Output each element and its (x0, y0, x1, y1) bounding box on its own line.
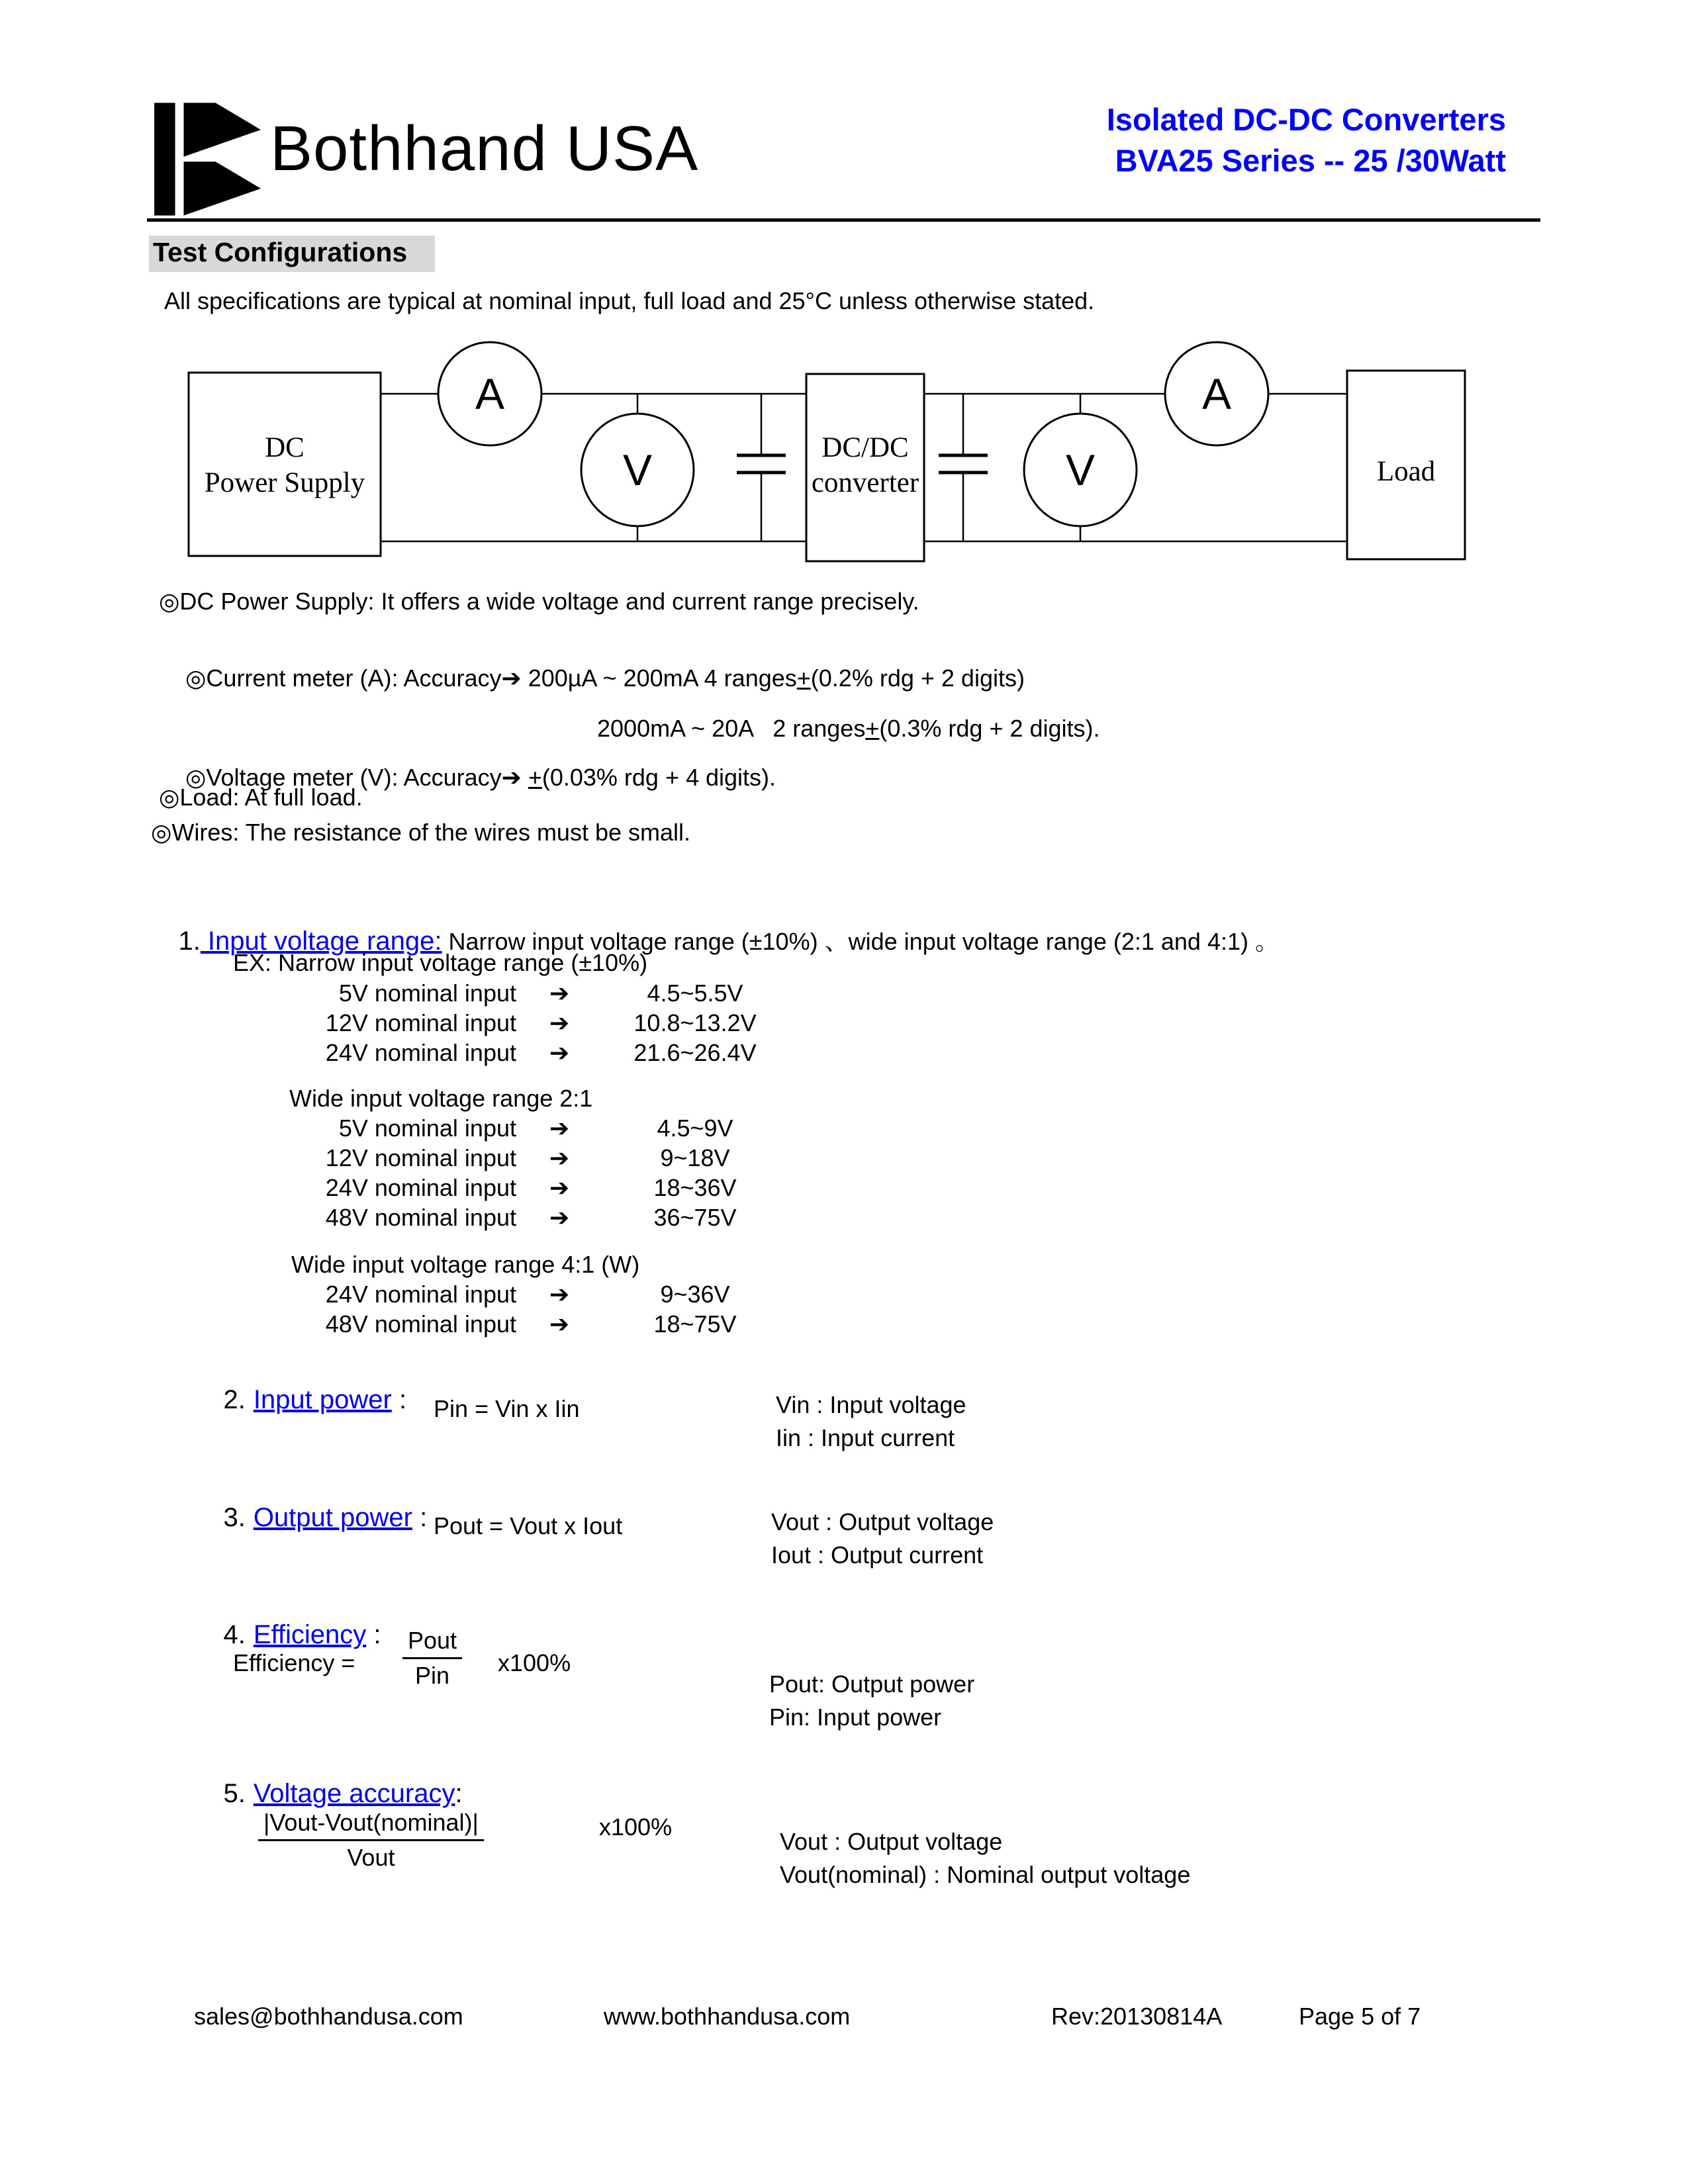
voltage-range-row: 12V nominal input ➔ 10.8~13.2V (298, 1009, 788, 1039)
arrow-icon: ➔ (501, 664, 522, 692)
section5-link: Voltage accuracy (253, 1779, 455, 1808)
arrow-icon: ➔ (549, 979, 570, 1007)
narrow-range-heading: EX: Narrow input voltage range (±10%) (233, 949, 648, 976)
product-title (897, 99, 1506, 181)
plus-minus-underlined: + (865, 715, 880, 742)
voltage-range-row: 5V nominal input ➔ 4.5~5.5V (298, 979, 788, 1009)
section3-colon: : (412, 1503, 428, 1532)
input-voltmeter-label: V (622, 445, 653, 494)
section5-colon: : (455, 1779, 463, 1808)
efficiency-multiplier: x100% (498, 1649, 571, 1676)
voltage-accuracy-denominator: Vout (347, 1844, 395, 1871)
section1-link: Input voltage range: (200, 927, 442, 956)
input-power-definitions: Vin : Input voltage Iin : Input current (776, 1391, 966, 1451)
note-dc-power-supply: ◎DC Power Supply: It offers a wide voltage and current range precisely. (159, 588, 919, 615)
efficiency-numerator: Pout (402, 1627, 462, 1659)
section3-heading (194, 1473, 427, 1563)
plus-minus-underlined: + (796, 664, 811, 692)
bothhand-logo (147, 98, 269, 220)
section4-colon: : (366, 1620, 381, 1649)
footer-revision: Rev:20130814A (1051, 2003, 1223, 2030)
section2-number: 2. (223, 1385, 246, 1414)
converter-label-line1: DC/DC (821, 432, 909, 463)
output-power-formula: Pout = Vout x Iout (434, 1512, 623, 1539)
wide21-table (298, 1115, 788, 1234)
product-title-line1: Isolated DC-DC Converters (1106, 102, 1506, 137)
section1-rest: Narrow input voltage range (±10%) 、wide input voltage range (2:1 and 4:1) 。 (442, 928, 1279, 955)
arrow-icon: ➔ (549, 1204, 570, 1231)
supply-label-line2: Power Supply (204, 467, 365, 498)
wide21-heading: Wide input voltage range 2:1 (289, 1085, 593, 1112)
note-load: ◎Load: At full load. (159, 784, 363, 811)
section2-colon: : (391, 1385, 407, 1414)
section5-number: 5. (223, 1779, 246, 1808)
footer-website: www.bothhandusa.com (604, 2003, 851, 2030)
output-ammeter-label: A (1201, 369, 1232, 418)
note-current-meter: ◎Current meter (A): Accuracy➔ 200µA ~ 200mA 4 ranges+(0.2% rdg + 2 digits) (185, 664, 1025, 692)
note-wires: ◎Wires: The resistance of the wires must be small. (151, 819, 691, 846)
supply-label-line1: DC (265, 432, 305, 463)
wide41-table (298, 1281, 788, 1340)
arrow-icon: ➔ (549, 1115, 570, 1142)
efficiency-denominator: Pin (415, 1662, 450, 1689)
dc-power-supply-box (189, 373, 381, 556)
section3-number: 3. (223, 1503, 246, 1532)
plus-minus-underlined: + (528, 764, 542, 791)
voltage-range-row: 48V nominal input ➔ 36~75V (298, 1204, 788, 1234)
section4-number: 4. (223, 1620, 246, 1649)
voltage-accuracy-numerator: |Vout-Vout(nominal)| (258, 1809, 484, 1841)
output-voltmeter-label: V (1065, 445, 1096, 494)
wide41-heading: Wide input voltage range 4:1 (W) (291, 1251, 640, 1278)
output-power-definitions: Vout : Output voltage Iout : Output current (771, 1508, 994, 1569)
voltage-range-row: 48V nominal input ➔ 18~75V (298, 1310, 788, 1340)
footer-email: sales@bothhandusa.com (194, 2003, 463, 2030)
input-ammeter-label: A (475, 369, 505, 418)
voltage-range-row: 5V nominal input ➔ 4.5~9V (298, 1115, 788, 1144)
section2-heading (194, 1355, 406, 1445)
brand-name: Bothhand USA (270, 113, 699, 184)
section3-link: Output power (253, 1503, 412, 1532)
arrow-icon: ➔ (549, 1281, 570, 1308)
efficiency-definitions: Pout: Output power Pin: Input power (769, 1670, 975, 1731)
voltage-accuracy-multiplier: x100% (599, 1813, 673, 1841)
section1-number: 1. (178, 927, 201, 956)
voltage-range-row: 12V nominal input ➔ 9~18V (298, 1144, 788, 1174)
converter-label-line2: converter (811, 467, 919, 498)
efficiency-lhs: Efficiency = (233, 1649, 355, 1676)
page-section-title: Test Configurations (149, 236, 435, 272)
product-title-line2: BVA25 Series -- 25 /30Watt (1115, 143, 1506, 179)
header-divider (147, 218, 1540, 222)
arrow-icon: ➔ (549, 1009, 570, 1036)
voltage-accuracy-definitions: Vout : Output voltage Vout(nominal) : Nominal output voltage (780, 1828, 1191, 1888)
narrow-range-table (298, 979, 788, 1069)
arrow-icon: ➔ (549, 1310, 570, 1338)
voltage-range-row: 24V nominal input ➔ 21.6~26.4V (298, 1039, 788, 1069)
efficiency-fraction (402, 1627, 462, 1690)
arrow-icon: ➔ (549, 1039, 570, 1066)
test-circuit-diagram (179, 316, 1476, 581)
voltage-accuracy-fraction (258, 1809, 484, 1872)
footer-page-number: Page 5 of 7 (1299, 2003, 1421, 2030)
note-current-meter-text: ◎Current meter (A): Accuracy (185, 664, 502, 692)
voltage-range-row: 24V nominal input ➔ 9~36V (298, 1281, 788, 1310)
arrow-icon: ➔ (549, 1144, 570, 1171)
input-power-formula: Pin = Vin x Iin (434, 1395, 580, 1422)
voltage-range-row: 24V nominal input ➔ 18~36V (298, 1174, 788, 1204)
note-current-meter-range2: 2000mA ~ 20A 2 ranges+(0.3% rdg + 2 digits). (597, 715, 1100, 742)
load-label: Load (1376, 456, 1436, 487)
section2-link: Input power (253, 1385, 392, 1414)
bothhand-logo-graphic (147, 98, 269, 220)
intro-text: All specifications are typical at nominal input, full load and 25°C unless otherwise stated. (164, 287, 1095, 314)
arrow-icon: ➔ (549, 1174, 570, 1201)
section4-link: Efficiency (253, 1620, 367, 1649)
arrow-icon: ➔ (501, 764, 522, 791)
note-voltage-meter: ◎Voltage meter (V): Accuracy➔ +(0.03% rdg + 4 digits). (185, 764, 776, 791)
